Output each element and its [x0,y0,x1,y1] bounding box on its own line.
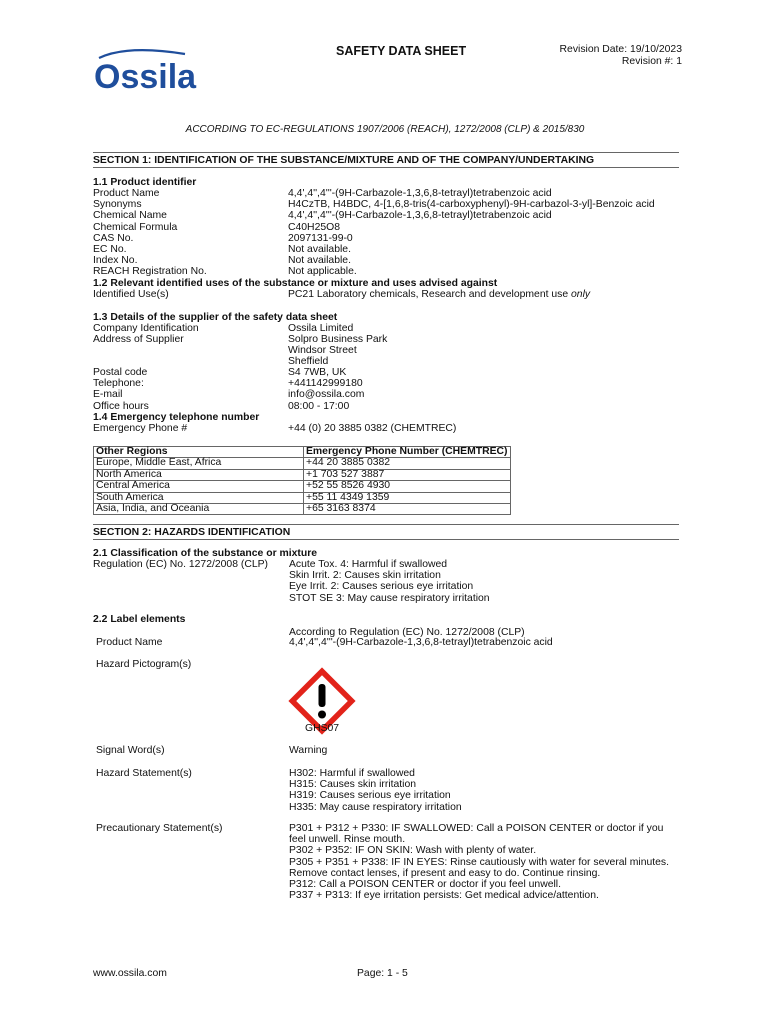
precautionary-statement: P305 + P351 + P338: IF IN EYES: Rinse cautiously with water for several minutes. [289,856,670,868]
supplier-row [93,378,693,389]
identifier-row [93,210,693,221]
table-row [94,492,511,503]
identifier-row [93,188,693,199]
identifier-row-label: Chemical Formula [93,221,178,233]
precautionary-statement: P302 + P352: IF ON SKIN: Wash with plenty of water. [289,845,537,857]
identifier-row [93,266,693,277]
product-name-value: 4,4',4'',4'''-(9H-Carbazole-1,3,6,8-tetrayl)tetrabenzoic acid [289,637,553,648]
signal-word-label: Signal Word(s) [96,745,165,756]
footer-page-number: Page: 1 - 5 [357,968,408,979]
identifier-row-label: Product Name [93,188,160,199]
classification-item: Skin Irrit. 2: Causes skin irritation [289,570,441,582]
subsection-1-1: 1.1 Product identifier [93,177,197,188]
ghs07-label: GHS07 [305,723,340,734]
product-name-label: Product Name [96,637,163,648]
hazard-statement: H302: Harmful if swallowed [289,768,415,779]
table-cell: +1 703 527 3887 [304,469,511,480]
supplier-row [93,367,693,378]
table-cell: +55 11 4349 1359 [304,492,511,503]
signal-word-value: Warning [289,745,328,756]
according-line: According to Regulation (EC) No. 1272/2008 (CLP) [289,627,525,638]
table-header-row [94,447,511,458]
table-cell: South America [94,492,304,503]
supplier-row-value: S4 7WB, UK [288,367,347,378]
identifier-row-label: Index No. [93,255,138,267]
precautionary-statement: P301 + P312 + P330: IF SWALLOWED: Call a POISON CENTER or doctor if you [289,823,664,834]
company-value: Ossila Limited [288,323,354,334]
address-line: Sheffield [288,356,329,367]
identified-uses-value: PC21 Laboratory chemicals, Research and development use only [288,289,591,300]
address-label: Address of Supplier [93,334,184,345]
identifier-row-value: C40H25O8 [288,221,340,233]
supplier-row-label: Telephone: [93,378,144,390]
supplier-row-label: Postal code [93,367,148,378]
hazard-pictogram-label: Hazard Pictogram(s) [96,659,192,670]
company-row [93,323,693,334]
identifier-row-value: H4CzTB, H4BDC, 4-[1,6,8-tris(4-carboxyphenyl)-9H-carbazol-3-yl]-Benzoic acid [288,199,655,211]
hazard-statements-label: Hazard Statement(s) [96,768,192,779]
table-cell: Asia, India, and Oceania [94,504,304,515]
identifier-row [93,233,693,244]
supplier-row-label: Office hours [93,400,149,412]
precautionary-statement: Remove contact lenses, if present and easy to do. Continue rinsing. [289,867,601,879]
emergency-value: +44 (0) 20 3885 0382 (CHEMTREC) [288,423,457,434]
supplier-row-value: 08:00 - 17:00 [288,400,350,412]
identifier-row [93,255,693,266]
section1-heading: SECTION 1: IDENTIFICATION OF THE SUBSTANCE/MIXTURE AND OF THE COMPANY/UNDERTAKING [93,152,679,168]
address-row [93,334,693,345]
identifier-row-value: 4,4',4'',4'''-(9H-Carbazole-1,3,6,8-tetrayl)tetrabenzoic acid [288,188,552,199]
table-header-cell: Other Regions [94,447,304,458]
hazard-statement: H319: Causes serious eye irritation [289,790,451,802]
emergency-row [93,423,693,434]
supplier-row [93,389,693,400]
address-row [93,356,693,367]
identified-uses-label: Identified Use(s) [93,289,169,300]
subsection-2-1: 2.1 Classification of the substance or mixture [93,548,318,559]
table-row [94,458,511,469]
identifier-row-label: CAS No. [93,232,134,244]
address-line: Solpro Business Park [288,334,388,345]
identifier-row-label: EC No. [93,244,127,255]
identified-uses-row [93,289,693,300]
table-cell: Central America [94,481,304,492]
revision-info [560,44,682,68]
address-row [93,345,693,356]
supplier-row-value: info@ossila.com [288,389,365,401]
table-cell: North America [94,469,304,480]
subsection-1-4: 1.4 Emergency telephone number [93,412,260,423]
identifier-row-label: REACH Registration No. [93,266,207,278]
hazard-statement: H315: Causes skin irritation [289,779,417,791]
precautionary-statement: feel unwell. Rinse mouth. [289,834,406,846]
identifier-row [93,244,693,255]
regulation-label: Regulation (EC) No. 1272/2008 (CLP) [93,559,269,570]
identifier-row-value: Not available. [288,244,351,255]
classification-item: Eye Irrit. 2: Causes serious eye irritation [289,581,474,593]
supplier-row-label: E-mail [93,389,123,401]
document-title: SAFETY DATA SHEET [336,44,467,58]
emergency-phone-table [93,446,511,515]
precautionary-statement: P312: Call a POISON CENTER or doctor if you feel unwell. [289,879,561,890]
supplier-row-value: +441142999180 [288,378,363,390]
logo-wordmark: Ossila [94,58,197,94]
revision-date: Revision Date: 19/10/2023 [559,44,682,55]
table-row [94,504,511,515]
identifier-row-value: Not available. [288,255,351,267]
table-cell: +65 3163 8374 [304,504,511,515]
table-row [94,469,511,480]
address-line: Windsor Street [288,345,357,356]
revision-number: Revision #: 1 [621,56,682,67]
table-cell: Europe, Middle East, Africa [94,458,304,469]
emergency-label: Emergency Phone # [93,423,188,434]
section2-heading: SECTION 2: HAZARDS IDENTIFICATION [93,524,679,540]
ossila-logo [93,48,203,94]
identifier-row-label: Chemical Name [93,210,167,222]
identifier-row-value: 2097131-99-0 [288,232,353,244]
classification-item: STOT SE 3: May cause respiratory irritation [289,592,490,604]
table-row [94,481,511,492]
table-header-cell: Emergency Phone Number (CHEMTREC) [304,447,511,458]
classification-item: Acute Tox. 4: Harmful if swallowed [289,559,448,570]
footer-website: www.ossila.com [93,968,167,979]
identifier-row-value: Not applicable. [288,266,357,278]
identifier-row [93,199,693,210]
precautionary-statement: P337 + P313: If eye irritation persists: Get medical advice/attention. [289,890,599,902]
table-cell: +52 55 8526 4930 [304,481,511,492]
subsection-1-2: 1.2 Relevant identified uses of the substance or mixture and uses advised against [93,278,498,289]
identifier-row [93,222,693,233]
subsection-1-3: 1.3 Details of the supplier of the safety data sheet [93,312,338,323]
company-label: Company Identification [93,323,199,334]
identifier-row-value: 4,4',4'',4'''-(9H-Carbazole-1,3,6,8-tetrayl)tetrabenzoic acid [288,210,552,222]
subsection-2-2: 2.2 Label elements [93,614,186,625]
supplier-row [93,401,693,412]
precautionary-statements-label: Precautionary Statement(s) [96,823,223,834]
table-cell: +44 20 3885 0382 [304,458,511,469]
regulations-line: ACCORDING TO EC-REGULATIONS 1907/2006 (REACH), 1272/2008 (CLP) & 2015/830 [185,124,585,135]
identifier-row-label: Synonyms [93,199,142,211]
hazard-statement: H335: May cause respiratory irritation [289,801,462,813]
